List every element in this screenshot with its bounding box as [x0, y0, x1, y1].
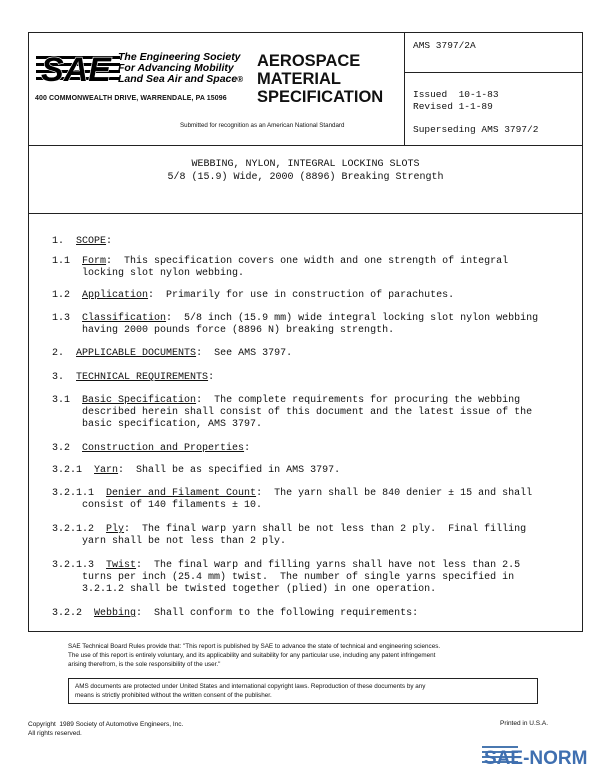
section-heading: Webbing: [94, 608, 137, 619]
section-3-1: 3.1 Basic Specification: The complete requirements for procuring the webbing described herein shall consist of this document and the latest issue of the basic specification, AMS 3797.: [52, 395, 533, 430]
notice-line-3: arising therefrom, is the sole responsibility of the user.": [68, 661, 221, 668]
printed-in: Printed in U.S.A.: [500, 720, 549, 727]
org-address: 400 COMMONWEALTH DRIVE, WARRENDALE, PA 15096: [35, 95, 227, 102]
copyright-line-2: All rights reserved.: [28, 730, 82, 737]
title-divider: [28, 213, 583, 214]
copyright-line-1: Copyright 1989 Society of Automotive Engineers, Inc.: [28, 721, 184, 728]
info-box-rule: [404, 72, 583, 73]
sae-logo: [36, 50, 120, 86]
copyright-box-line-1: AMS documents are protected under United States and international copyright laws. Reproduction of these documents by any: [75, 683, 426, 690]
ans-submission-note: Submitted for recognition as an American National Standard: [180, 122, 345, 129]
section-3-2-2: 3.2.2 Webbing: Shall conform to the following requirements:: [52, 608, 419, 619]
document-type: [257, 52, 383, 106]
section-2: 2. APPLICABLE DOCUMENTS: See AMS 3797.: [52, 348, 293, 359]
section-1-1: 1.1 Form: This specification covers one width and one strength of integral locking slot nylon webbing.: [52, 256, 509, 279]
section-heading: TECHNICAL REQUIREMENTS: [76, 372, 209, 383]
revised-date: Revised 1-1-89: [413, 101, 493, 112]
org-line-3: Land Sea Air and Space®: [118, 73, 244, 85]
section-heading: Denier and Filament Count: [106, 488, 257, 499]
section-heading: Twist: [106, 560, 137, 571]
registered-mark: ®: [237, 75, 244, 84]
copyright-notice-box: [68, 678, 538, 704]
section-1-3: 1.3 Classification: 5/8 inch (15.9 mm) wide integral locking slot nylon webbing having 2000 pounds force (8896 N) breaking strength.: [52, 313, 539, 336]
section-heading: Application: [82, 290, 149, 301]
header-divider: [28, 145, 583, 146]
superseding-note: Superseding AMS 3797/2: [413, 124, 539, 135]
section-3-2-1-2: 3.2.1.2 Ply: The final warp yarn shall be not less than 2 ply. Final filling yarn shall be not less than 2 ply.: [52, 524, 527, 547]
doctype-line-3: SPECIFICATION: [257, 88, 384, 106]
section-3-2-1-3: 3.2.1.3 Twist: The final warp and filling yarns shall have not less than 2.5 turns per inch (25.4 mm) twist. The number of single yarns specified in 3.2.1.2 shall be twisted together (plied) in one operation.: [52, 560, 521, 595]
watermark-text: SAE-NORM: [484, 748, 588, 769]
section-3: 3. TECHNICAL REQUIREMENTS:: [52, 372, 215, 383]
doctype-line-2: MATERIAL: [257, 70, 342, 88]
section-heading: SCOPE: [76, 236, 107, 247]
notice-line-1: SAE Technical Board Rules provide that: "This report is published by SAE to advance the state of technical and engineering sciences.: [68, 643, 441, 650]
org-line-2: For Advancing Mobility: [118, 62, 234, 74]
section-heading: Classification: [82, 313, 167, 324]
issued-date: Issued 10-1-83: [413, 89, 499, 100]
section-3-2-1-1: 3.2.1.1 Denier and Filament Count: The yarn shall be 840 denier ± 15 and shall consist of 140 filaments ± 10.: [52, 488, 533, 511]
org-tagline: [118, 52, 243, 85]
section-1: 1. SCOPE:: [52, 236, 113, 247]
section-heading: Yarn: [94, 465, 119, 476]
org-line-1: The Engineering Society: [118, 51, 241, 63]
copyright: [28, 720, 183, 738]
doctype-line-1: AEROSPACE: [257, 52, 361, 70]
section-3-2-1: 3.2.1 Yarn: Shall be as specified in AMS 3797.: [52, 465, 341, 476]
sae-norm-watermark: [482, 742, 594, 770]
section-heading: Form: [82, 256, 107, 267]
section-heading: Ply: [106, 524, 125, 535]
copyright-box-line-2: means is strictly prohibited without the written consent of the publisher.: [75, 692, 272, 699]
issue-dates: [413, 89, 499, 113]
section-3-2: 3.2 Construction and Properties:: [52, 443, 251, 454]
title-line-2: 5/8 (15.9) Wide, 2000 (8896) Breaking Strength: [167, 172, 444, 183]
section-heading: Basic Specification: [82, 395, 197, 406]
document-title: [28, 158, 583, 184]
section-heading: Construction and Properties: [82, 443, 245, 454]
info-box-divider: [404, 32, 405, 145]
notice-line-2: The use of this report is entirely voluntary, and its applicability and suitability for any particular use, including any patent infringement: [68, 652, 436, 659]
section-heading: APPLICABLE DOCUMENTS: [76, 348, 197, 359]
section-1-2: 1.2 Application: Primarily for use in construction of parachutes.: [52, 290, 455, 301]
title-line-1: WEBBING, NYLON, INTEGRAL LOCKING SLOTS: [191, 159, 420, 170]
document-number: AMS 3797/2A: [413, 40, 476, 51]
technical-board-notice: [68, 642, 538, 669]
sae-logo-text: SAE: [41, 51, 111, 86]
